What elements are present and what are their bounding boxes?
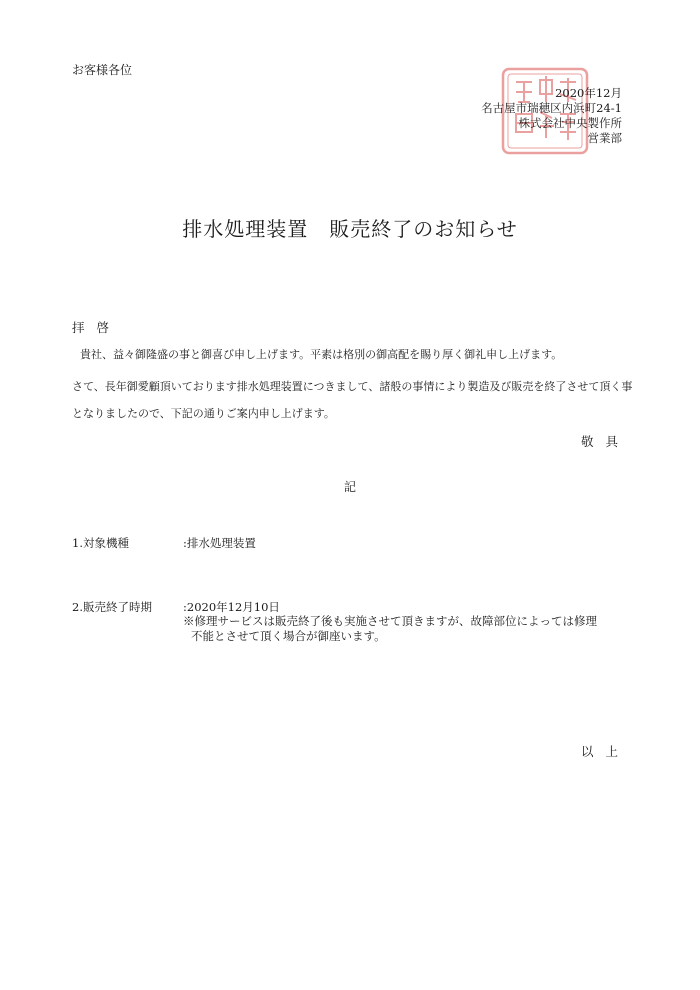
sender-date: 2020年12月: [555, 86, 622, 100]
document-title: 排水処理装置 販売終了のお知らせ: [182, 217, 518, 241]
end-mark: 以 上: [581, 744, 622, 759]
item-1-label: 1.対象機種: [72, 536, 129, 550]
addressee: お客様各位: [72, 63, 133, 77]
repair-note-line-2: 不能とさせて頂く場合が御座います。: [191, 629, 386, 643]
ki-heading: 記: [343, 480, 356, 494]
closing-salutation: 敬 具: [581, 434, 622, 449]
paragraph-2-line-1: さて、長年御愛顧頂いております排水処理装置につきまして、諸般の事情により製造及び販売を終了させて頂く事: [72, 380, 633, 393]
repair-note-line-1: ※修理サービスは販売終了後も実施させて頂きますが、故障部位によっては修理: [183, 614, 597, 628]
sender-address: 名古屋市瑞穂区内浜町24-1: [481, 101, 622, 115]
item-1-value: :排水処理装置: [183, 536, 256, 550]
sender-company: 株式会社中央製作所: [518, 116, 622, 130]
item-2-value: :2020年12月10日: [183, 600, 280, 614]
item-2-label: 2.販売終了時期: [72, 600, 152, 614]
sender-block: [481, 86, 622, 146]
paragraph-1: 貴社、益々御隆盛の事と御喜び申し上げます。平素は格別の御高配を賜り厚く御礼申し上げます。: [80, 348, 563, 361]
sender-department: 営業部: [587, 131, 622, 145]
opening-salutation: 拝 啓: [72, 320, 113, 335]
repair-note: [183, 614, 623, 644]
paragraph-2-line-2: となりましたので、下記の通りご案内申し上げます。: [72, 407, 335, 420]
